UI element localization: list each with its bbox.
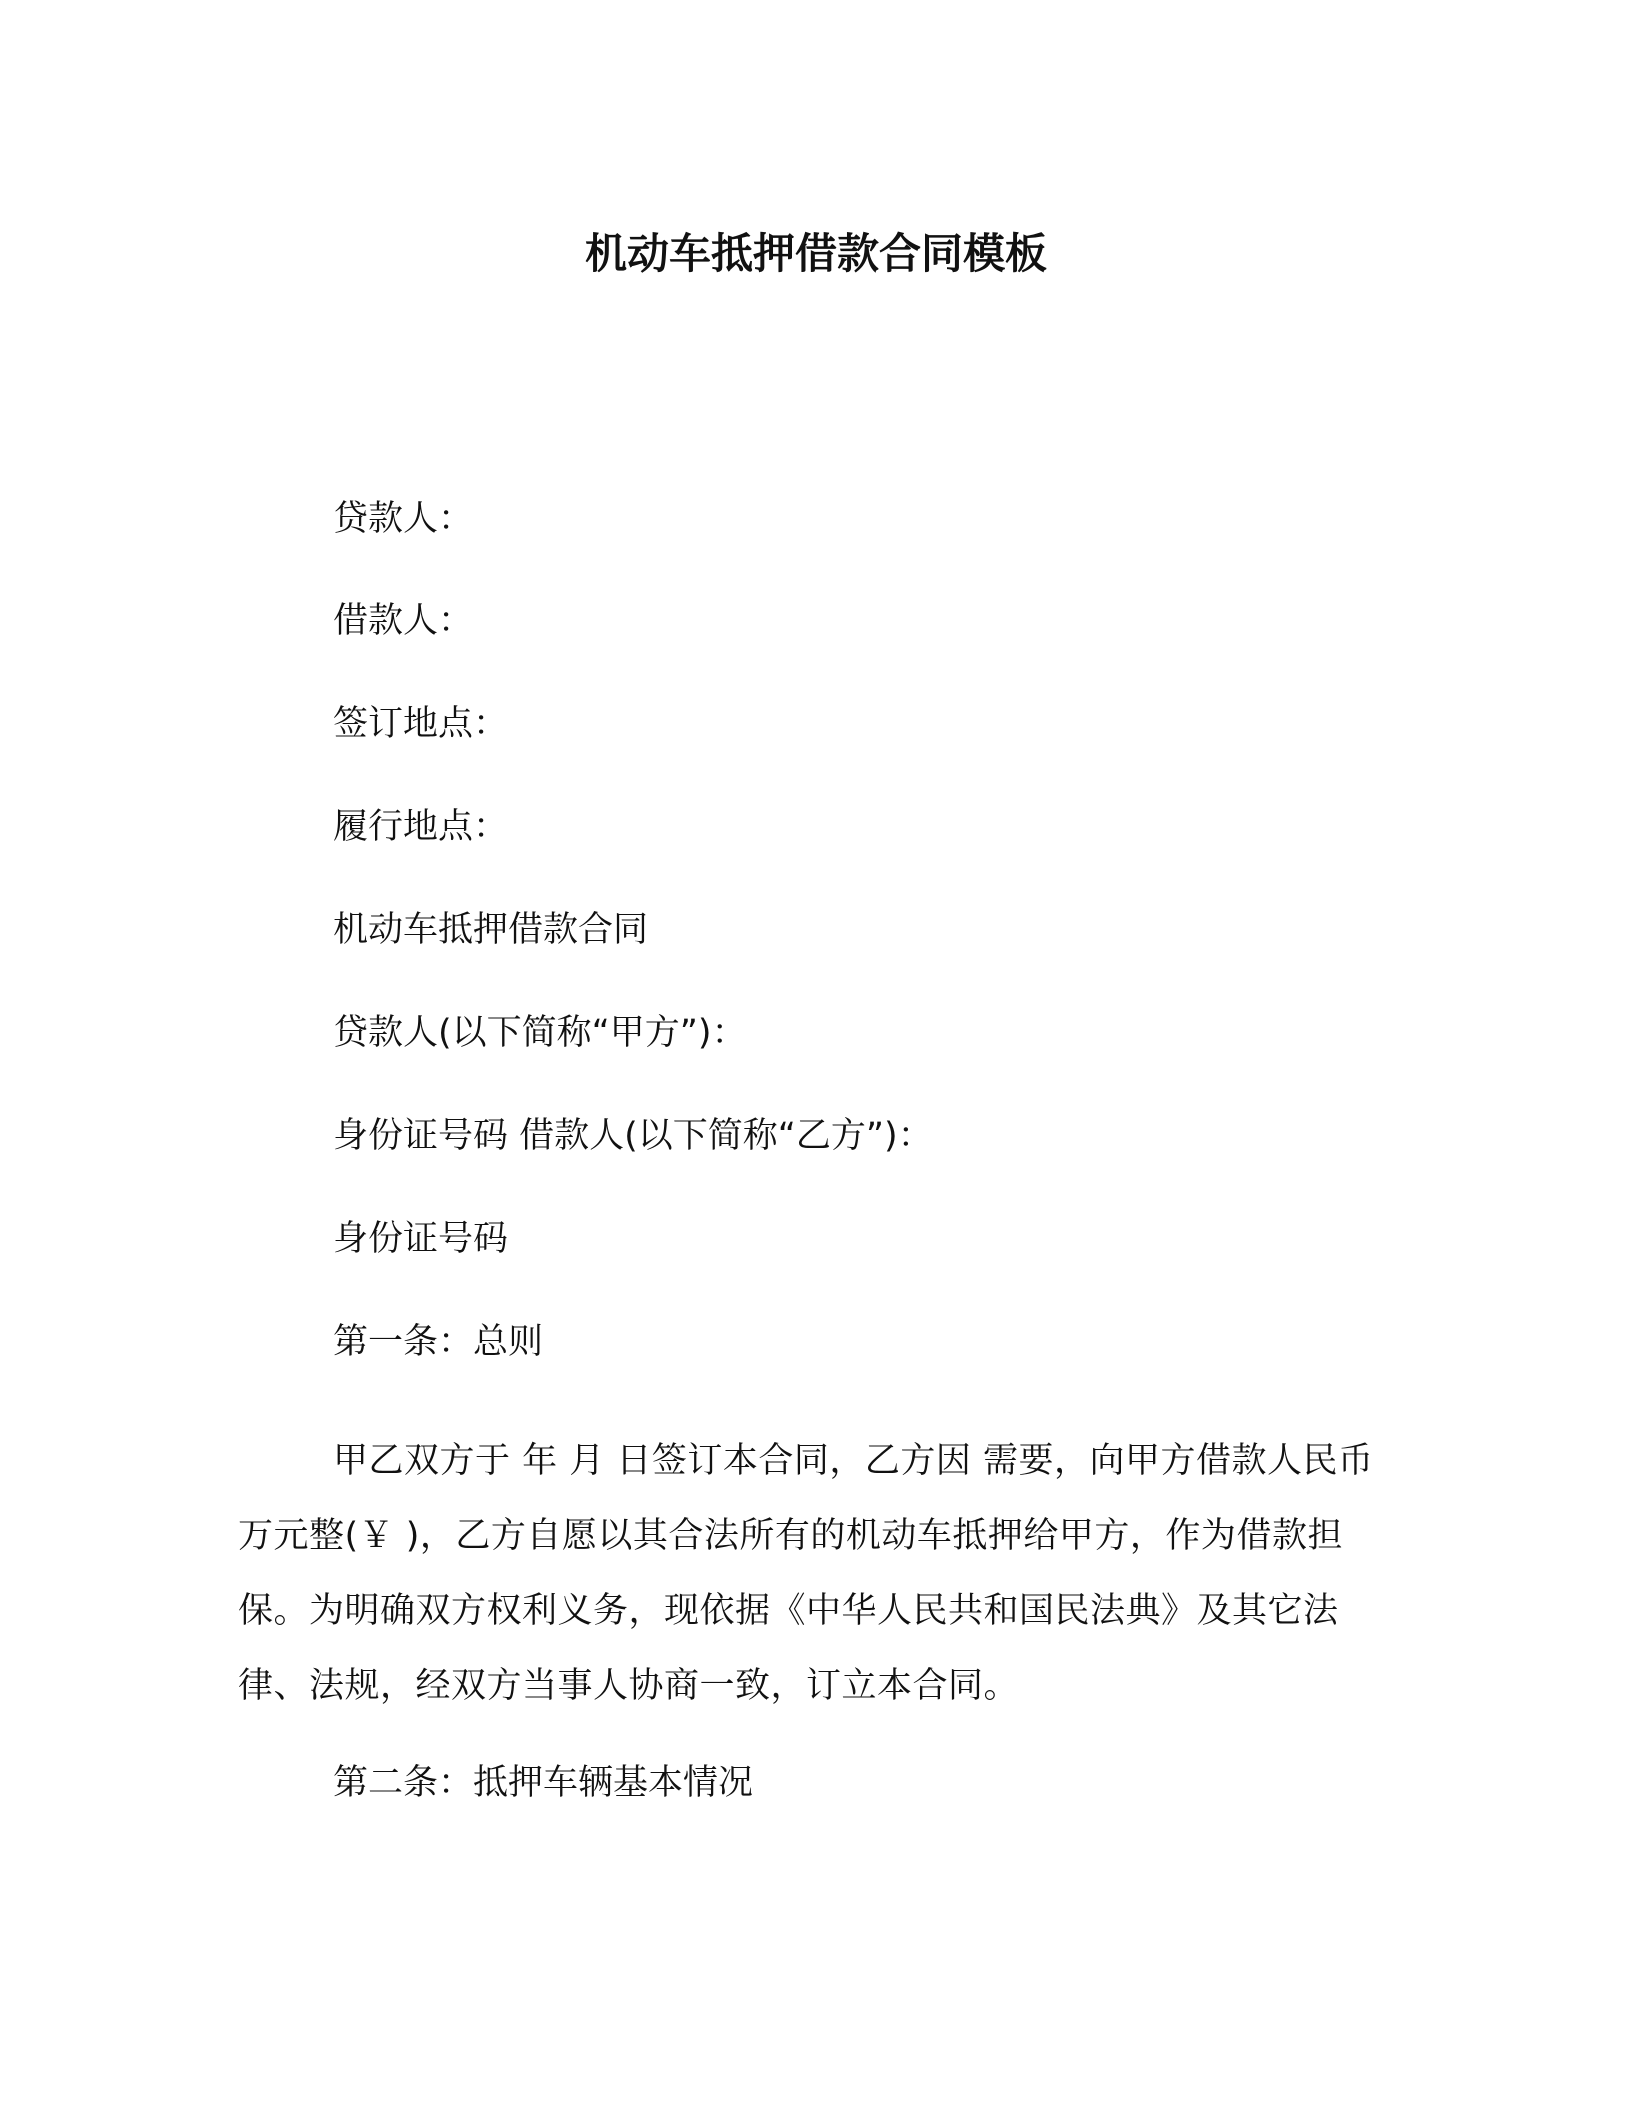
article-1-heading: 第一条：总则 (333, 1322, 544, 1362)
article-2-heading: 第二条：抵押车辆基本情况 (333, 1763, 754, 1803)
document-title: 机动车抵押借款合同模板 (584, 229, 1047, 278)
performance-place-field: 履行地点： (333, 807, 509, 847)
borrower-field: 借款人： (333, 601, 474, 641)
id-number-line: 身份证号码 (333, 1219, 509, 1259)
signing-place-field: 签订地点： (333, 704, 509, 744)
lender-field: 贷款人： (333, 499, 474, 539)
article-1-body: 甲乙双方于 年 月 日签订本合同，乙方因 需要，向甲方借款人民币 万元整(￥ )，乙方自愿以其合法所有的机动车抵押给甲方，作为借款担保。为明确双方权利义务，现依据《中华人民共和国民法典》及其它法律、法规，经双方当事人协商一致，订立本合同。 (238, 1441, 1374, 1706)
party-a-line: 贷款人(以下简称“甲方”)： (333, 1013, 747, 1053)
contract-subtitle: 机动车抵押借款合同 (333, 910, 649, 950)
id-and-party-b-line: 身份证号码 借款人(以下简称“乙方”)： (333, 1116, 933, 1156)
